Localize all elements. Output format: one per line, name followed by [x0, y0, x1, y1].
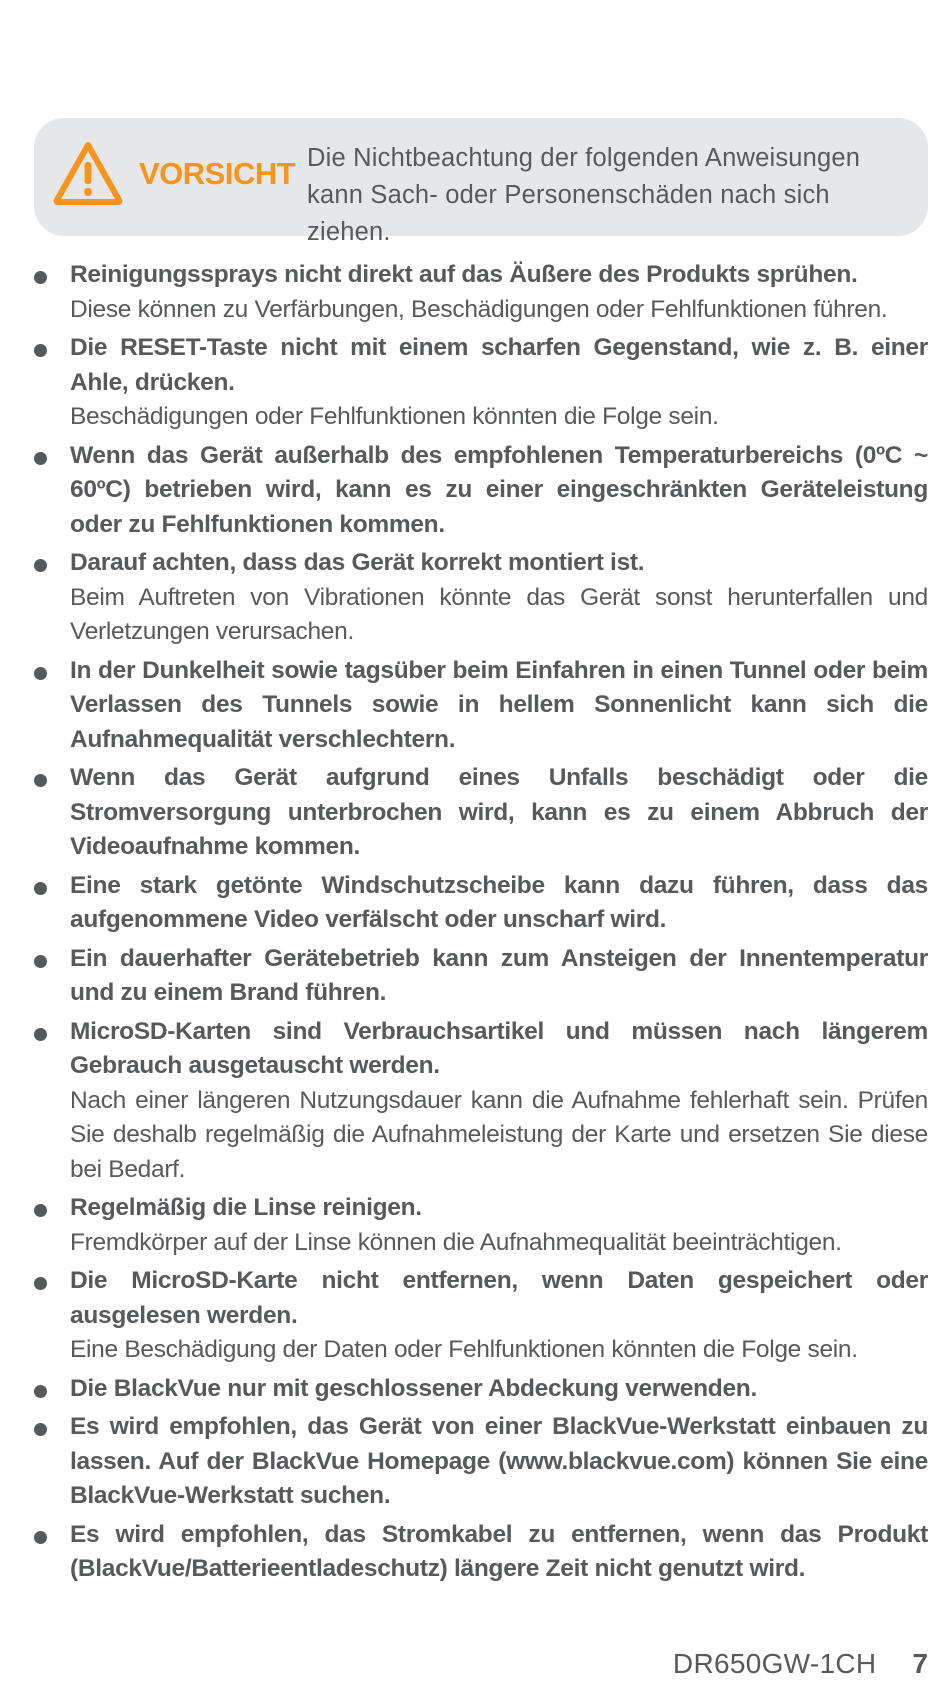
list-item	[34, 761, 928, 865]
bullet-dot	[34, 452, 47, 465]
list-item	[34, 869, 928, 938]
item-heading: Wenn das Gerät außerhalb des empfohlenen Temperaturbereichs (0ºC ~ 60ºC) betrieben wird, kann es zu einer eingeschränkten Geräteleistung oder zu Fehlfunktionen kommen.	[70, 441, 928, 538]
item-heading: Eine stark getönte Windschutzscheibe kann dazu führen, dass das aufgenommene Video verfälscht oder unscharf wird.	[70, 871, 928, 933]
list-item	[34, 1015, 928, 1188]
bullet-dot	[34, 344, 47, 357]
item-detail: Fremdkörper auf der Linse können die Aufnahmequalität beeinträchtigen.	[70, 1228, 842, 1256]
bullet-dot	[34, 559, 47, 572]
bullet-dot	[34, 1204, 47, 1217]
item-heading: MicroSD-Karten sind Verbrauchsartikel und müssen nach längerem Gebrauch ausgetauscht werden.	[70, 1017, 928, 1079]
page-number: 7	[912, 1648, 928, 1679]
item-heading: Die RESET-Taste nicht mit einem scharfen Gegenstand, wie z. B. einer Ahle, drücken.	[70, 334, 928, 396]
item-heading: Wenn das Gerät aufgrund eines Unfalls beschädigt oder die Stromversorgung unterbrochen wird, kann es zu einem Abbruch der Videoaufnahme kommen.	[70, 764, 928, 860]
list-item	[34, 1264, 928, 1368]
item-detail: Eine Beschädigung der Daten oder Fehlfunktionen könnten die Folge sein.	[70, 1336, 858, 1363]
warning-triangle-icon	[52, 140, 124, 206]
bullet-dot	[34, 1028, 47, 1041]
list-item	[34, 1372, 928, 1407]
bullet-dot	[34, 1277, 47, 1290]
caution-text-line-2: kann Sach- oder Personenschäden nach sich ziehen.	[307, 181, 830, 246]
list-item	[34, 439, 928, 543]
list-item	[34, 258, 928, 327]
item-heading: Es wird empfohlen, das Gerät von einer BlackVue-Werkstatt einbauen zu lassen. Auf der BlackVue Homepage (www.blackvue.com) können Sie eine BlackVue-Werkstatt suchen.	[70, 1413, 928, 1509]
bullet-dot	[34, 1423, 47, 1436]
item-detail: Beschädigungen oder Fehlfunktionen könnten die Folge sein.	[70, 403, 719, 430]
caution-box	[34, 118, 928, 246]
caution-text-line-1: Die Nichtbeachtung der folgenden Anweisungen	[307, 144, 861, 172]
item-heading: Regelmäßig die Linse reinigen.	[70, 1194, 422, 1221]
list-item	[34, 1518, 928, 1587]
item-heading: Darauf achten, dass das Gerät korrekt montiert ist.	[70, 549, 645, 576]
list-item	[34, 331, 928, 435]
list-item	[34, 654, 928, 758]
list-item	[34, 546, 928, 650]
bullet-dot	[34, 1531, 47, 1544]
item-detail: Nach einer längeren Nutzungsdauer kann die Aufnahme fehlerhaft sein. Prüfen Sie deshalb regelmäßig die Aufnahmeleistung der Karte und ersetzen Sie diese bei Bedarf.	[70, 1086, 928, 1183]
item-heading: Es wird empfohlen, das Stromkabel zu entfernen, wenn das Produkt (BlackVue/Batterieentladeschutz) längere Zeit nicht genutzt wird.	[70, 1520, 928, 1582]
page-footer	[673, 1648, 928, 1680]
bullet-dot	[34, 774, 47, 787]
model-name: DR650GW-1CH	[672, 1648, 877, 1679]
item-heading: In der Dunkelheit sowie tagsüber beim Einfahren in einen Tunnel oder beim Verlassen des Tunnels sowie in hellem Sonnenlicht kann sich die Aufnahmequalität verschlechtern.	[70, 656, 928, 753]
list-item	[34, 1191, 928, 1260]
bullet-dot	[34, 1385, 47, 1398]
item-detail: Diese können zu Verfärbungen, Beschädigungen oder Fehlfunktionen führen.	[70, 295, 888, 323]
bullet-dot	[34, 955, 47, 968]
caution-text	[307, 140, 907, 251]
caution-label: VORSICHT	[139, 156, 296, 191]
item-heading: Ein dauerhafter Gerätebetrieb kann zum Ansteigen der Innentemperatur und zu einem Brand führen.	[70, 944, 928, 1006]
list-item	[34, 1410, 928, 1514]
precaution-list	[34, 258, 928, 1591]
bullet-dot	[34, 667, 47, 680]
list-item	[34, 942, 928, 1011]
item-heading: Reinigungssprays nicht direkt auf das Äußere des Produkts sprühen.	[70, 261, 858, 288]
bullet-dot	[34, 882, 47, 895]
item-detail: Beim Auftreten von Vibrationen könnte das Gerät sonst herunterfallen und Verletzungen verursachen.	[70, 583, 928, 645]
bullet-dot	[34, 271, 47, 284]
item-heading: Die MicroSD-Karte nicht entfernen, wenn Daten gespeichert oder ausgelesen werden.	[70, 1267, 928, 1329]
item-heading: Die BlackVue nur mit geschlossener Abdeckung verwenden.	[70, 1374, 757, 1402]
